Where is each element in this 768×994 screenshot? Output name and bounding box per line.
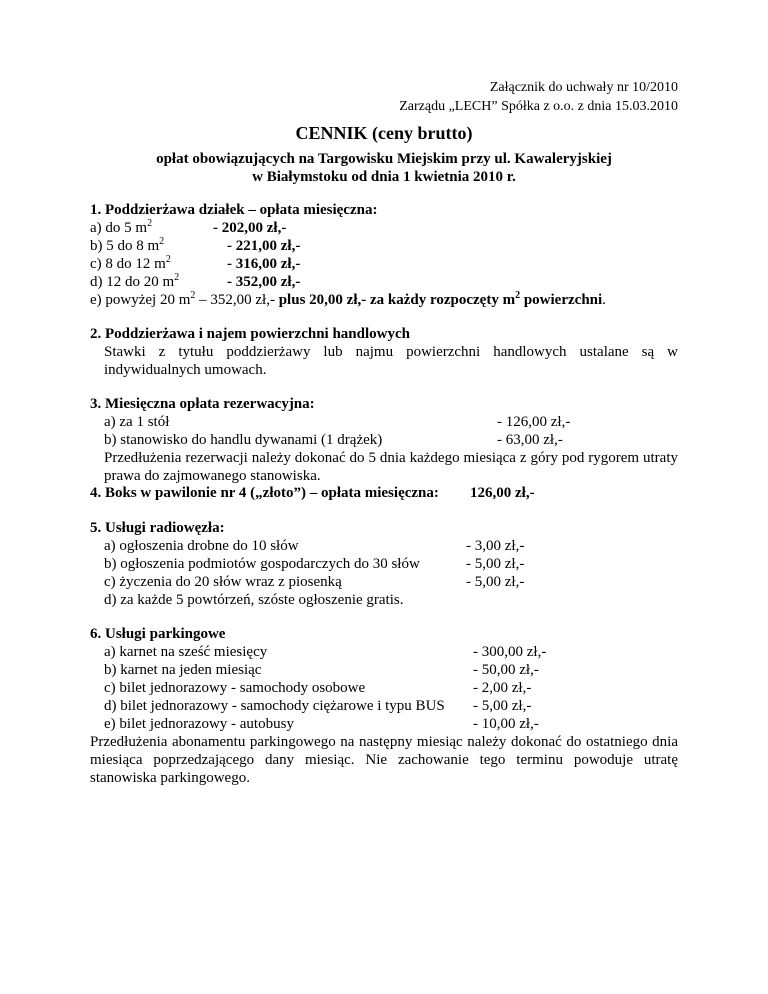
sec1-item-b-price: - 221,00 zł,-: [227, 238, 301, 254]
section-2-heading: 2. Poddzierżawa i najem powierzchni handlowych: [90, 326, 410, 342]
sec1-item-d-label: d) 12 do 20 $m^2$: [90, 272, 180, 290]
sec6-item-d-label: d) bilet jednorazowy - samochody ciężarowe i typu BUS: [104, 698, 445, 714]
sec5-item-b-label: b) ogłoszenia podmiotów gospodarczych do 30 słów: [104, 556, 420, 572]
section-5-heading: 5. Usługi radiowęzła:: [90, 520, 225, 536]
sec6-item-b-label: b) karnet na jeden miesiąc: [104, 662, 262, 678]
sec1-item-c-label: c) 8 do 12 $m^2$: [90, 254, 171, 272]
section-1-heading: 1. Poddzierżawa działek – opłata miesięczna:: [90, 202, 378, 218]
sec3-item-b-price: - 63,00 zł,-: [497, 432, 563, 448]
board-resolution-note: Zarządu „LECH” Spółka z o.o. z dnia 15.03.2010: [399, 99, 678, 114]
subtitle-line-2: w Białymstoku od dnia 1 kwietnia 2010 r.: [252, 169, 516, 185]
attachment-note: Załącznik do uchwały nr 10/2010: [489, 80, 678, 95]
section-6-note: Przedłużenia abonamentu parkingowego na następny miesiąc należy dokonać do ostatniego dnia miesiąca poprzedzającego dany miesiąc. Nie zachowanie tego terminu powoduje utratę stanowiska parkingowego.: [90, 734, 678, 786]
sec5-item-a-price: - 3,00 zł,-: [466, 538, 525, 554]
section-6-heading: 6. Usługi parkingowe: [90, 626, 226, 642]
sec6-item-a-price: - 300,00 zł,-: [473, 644, 547, 660]
sec1-item-a-price: - 202,00 zł,-: [213, 220, 287, 236]
sec1-item-a-label: a) do 5 $m^2$: [90, 218, 153, 236]
sec6-item-c-price: - 2,00 zł,-: [473, 680, 532, 696]
sec1-item-d-price: - 352,00 zł,-: [227, 274, 301, 290]
subtitle-line-1: opłat obowiązujących na Targowisku Miejskim przy ul. Kawaleryjskiej: [156, 151, 612, 167]
sec1-item-c-price: - 316,00 zł,-: [227, 256, 301, 272]
sec6-item-a-label: a) karnet na sześć miesięcy: [104, 644, 268, 660]
sec5-item-a-label: a) ogłoszenia drobne do 10 słów: [104, 538, 299, 554]
sec5-item-d-label: d) za każde 5 powtórzeń, szóste ogłoszenie gratis.: [104, 592, 404, 608]
section-3-heading: 3. Miesięczna opłata rezerwacyjna:: [90, 396, 315, 412]
sec6-item-c-label: c) bilet jednorazowy - samochody osobowe: [104, 680, 366, 696]
page-title: CENNIK (ceny brutto): [295, 123, 473, 143]
sec3-item-a-label: a) za 1 stół: [104, 414, 170, 430]
section-2-text: Stawki z tytułu poddzierżawy lub najmu powierzchni handlowych ustalane są w indywidualnych umowach.: [104, 344, 678, 378]
sec5-item-c-price: - 5,00 zł,-: [466, 574, 525, 590]
sec6-item-d-price: - 5,00 zł,-: [473, 698, 532, 714]
sec1-item-e: e) powyżej 20 $m^2 - 352,00$ zł,- plus 20,00 zł,- za każdy rozpoczęty $m^2$ powierzchni.: [90, 290, 606, 308]
sec3-item-a-price: - 126,00 zł,-: [497, 414, 571, 430]
sec5-item-b-price: - 5,00 zł,-: [466, 556, 525, 572]
section-4-heading: 4. Boks w pawilonie nr 4 („złoto”) – opłata miesięczna:: [90, 485, 439, 501]
sec6-item-e-price: - 10,00 zł,-: [473, 716, 539, 732]
sec3-item-b-label: b) stanowisko do handlu dywanami (1 drążek): [104, 432, 383, 448]
sec1-item-b-label: b) 5 do 8 $m^2$: [90, 236, 165, 254]
sec6-item-b-price: - 50,00 zł,-: [473, 662, 539, 678]
sec6-item-e-label: e) bilet jednorazowy - autobusy: [104, 716, 294, 732]
section-3-note: Przedłużenia rezerwacji należy dokonać do 5 dnia każdego miesiąca z góry pod rygorem utraty prawa do zajmowanego stanowiska.: [104, 450, 678, 484]
sec5-item-c-label: c) życzenia do 20 słów wraz z piosenką: [104, 574, 342, 590]
section-4-price: 126,00 zł,-: [470, 485, 535, 501]
